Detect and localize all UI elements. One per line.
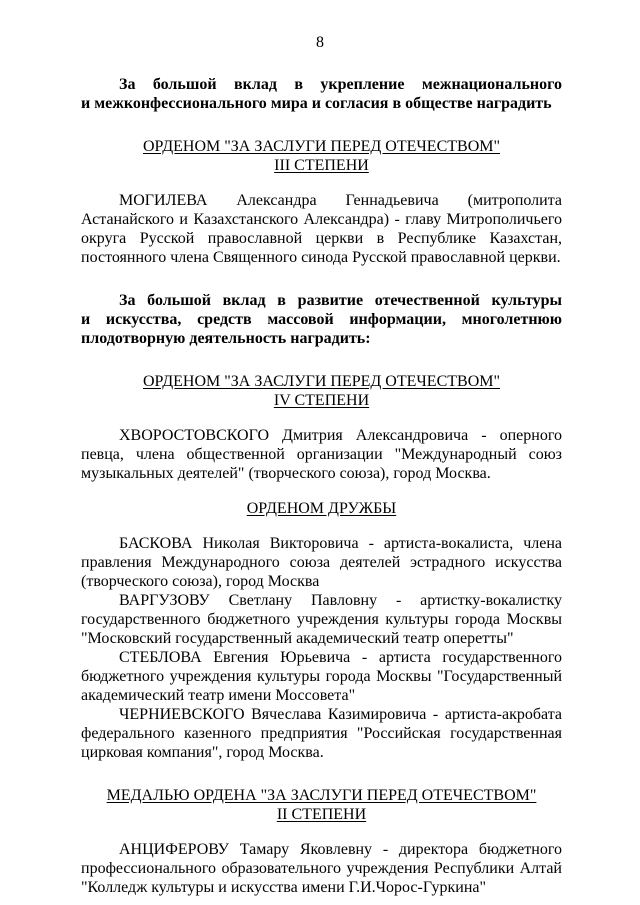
award-title-line: III СТЕПЕНИ xyxy=(274,157,369,174)
award-title xyxy=(81,786,562,824)
award-title xyxy=(81,372,562,410)
entry-line: ЧЕРНИЕВСКОГО Вячеслава Казимировича - артиста-акробата xyxy=(119,706,562,723)
section-medal-of-order xyxy=(81,786,562,897)
recipient-entry xyxy=(81,534,562,591)
award-title-line: ОРДЕНОМ "ЗА ЗАСЛУГИ ПЕРЕД ОТЕЧЕСТВОМ" xyxy=(142,138,501,155)
entry-line: музыкальных деятелей" (творческого союза), город Москва. xyxy=(81,465,491,482)
entry-line: певца, члена общественной организации "Международный союз xyxy=(81,446,562,463)
entry-line: постоянного члена Священного синода Русской православной церкви. xyxy=(81,249,561,266)
award-rationale xyxy=(81,75,562,113)
rationale-line: За большой вклад в развитие отечественной культуры xyxy=(119,292,562,309)
rationale-line: и межконфессионального мира и согласия в обществе наградить xyxy=(81,95,552,112)
entry-line: СТЕБЛОВА Евгения Юрьевича - артиста государственного xyxy=(119,649,562,666)
entry-line: округа Русской православной церкви в Республике Казахстан, xyxy=(81,230,562,247)
award-rationale xyxy=(81,291,562,348)
recipient-entry xyxy=(81,191,562,267)
rationale-line: плодотворную деятельность наградить: xyxy=(81,330,371,347)
entry-line: государственного бюджетного учреждения культуры города Москвы xyxy=(81,611,562,628)
rationale-line: и искусства, средств массовой информации, многолетнюю xyxy=(81,311,562,328)
entry-line: "Колледж культуры и искусства имени Г.И.Чорос-Гуркина" xyxy=(81,879,487,896)
award-title-line: ОРДЕНОМ "ЗА ЗАСЛУГИ ПЕРЕД ОТЕЧЕСТВОМ" xyxy=(142,373,501,390)
entry-line: федерального казенного предприятия "Российская государственная xyxy=(81,725,562,742)
recipient-entry xyxy=(81,426,562,483)
page-number: 8 xyxy=(316,34,324,51)
entry-line: ХВОРОСТОВСКОГО Дмитрия Александровича - оперного xyxy=(119,427,562,444)
recipient-entry xyxy=(81,591,562,648)
entry-line: академический театр имени Моссовета" xyxy=(81,687,356,704)
rationale-line: За большой вклад в укрепление межнационального xyxy=(119,76,562,93)
entry-line: бюджетного учреждения культуры города Москвы "Государственный xyxy=(81,668,562,685)
entry-line: цирковая компания", город Москва. xyxy=(81,744,324,761)
award-title-line: МЕДАЛЬЮ ОРДЕНА "ЗА ЗАСЛУГИ ПЕРЕД ОТЕЧЕСТВОМ" xyxy=(106,787,537,804)
recipient-entry xyxy=(81,648,562,705)
award-title-line: IV СТЕПЕНИ xyxy=(273,392,370,409)
entry-line: правления Международного союза деятелей эстрадного искусства xyxy=(81,554,562,571)
entry-line: АНЦИФЕРОВУ Тамару Яковлевну - директора бюджетного xyxy=(119,841,562,858)
decree-text xyxy=(81,75,562,897)
entry-line: "Московский государственный академический театр оперетты" xyxy=(81,630,514,647)
entry-line: МОГИЛЕВА Александра Геннадьевича (митрополита xyxy=(119,192,562,209)
award-title-line: II СТЕПЕНИ xyxy=(276,806,367,823)
award-title xyxy=(81,499,562,518)
entry-line: профессионального образовательного учреждения Республики Алтай xyxy=(81,860,562,877)
section-interethnic-peace xyxy=(81,75,562,267)
entry-line: (творческого союза), город Москва xyxy=(81,573,320,590)
entry-line: Астанайского и Казахстанского Александра) - главу Митрополичьего xyxy=(81,211,562,228)
section-culture-art xyxy=(81,291,562,483)
section-order-of-friendship xyxy=(81,499,562,762)
entry-line: ВАРГУЗОВУ Светлану Павловну - артистку-вокалистку xyxy=(119,592,562,609)
recipient-entry xyxy=(81,705,562,762)
award-title xyxy=(81,137,562,175)
recipient-entry xyxy=(81,840,562,897)
award-title-line: ОРДЕНОМ ДРУЖБЫ xyxy=(246,500,397,517)
entry-line: БАСКОВА Николая Викторовича - артиста-вокалиста, члена xyxy=(119,535,562,552)
